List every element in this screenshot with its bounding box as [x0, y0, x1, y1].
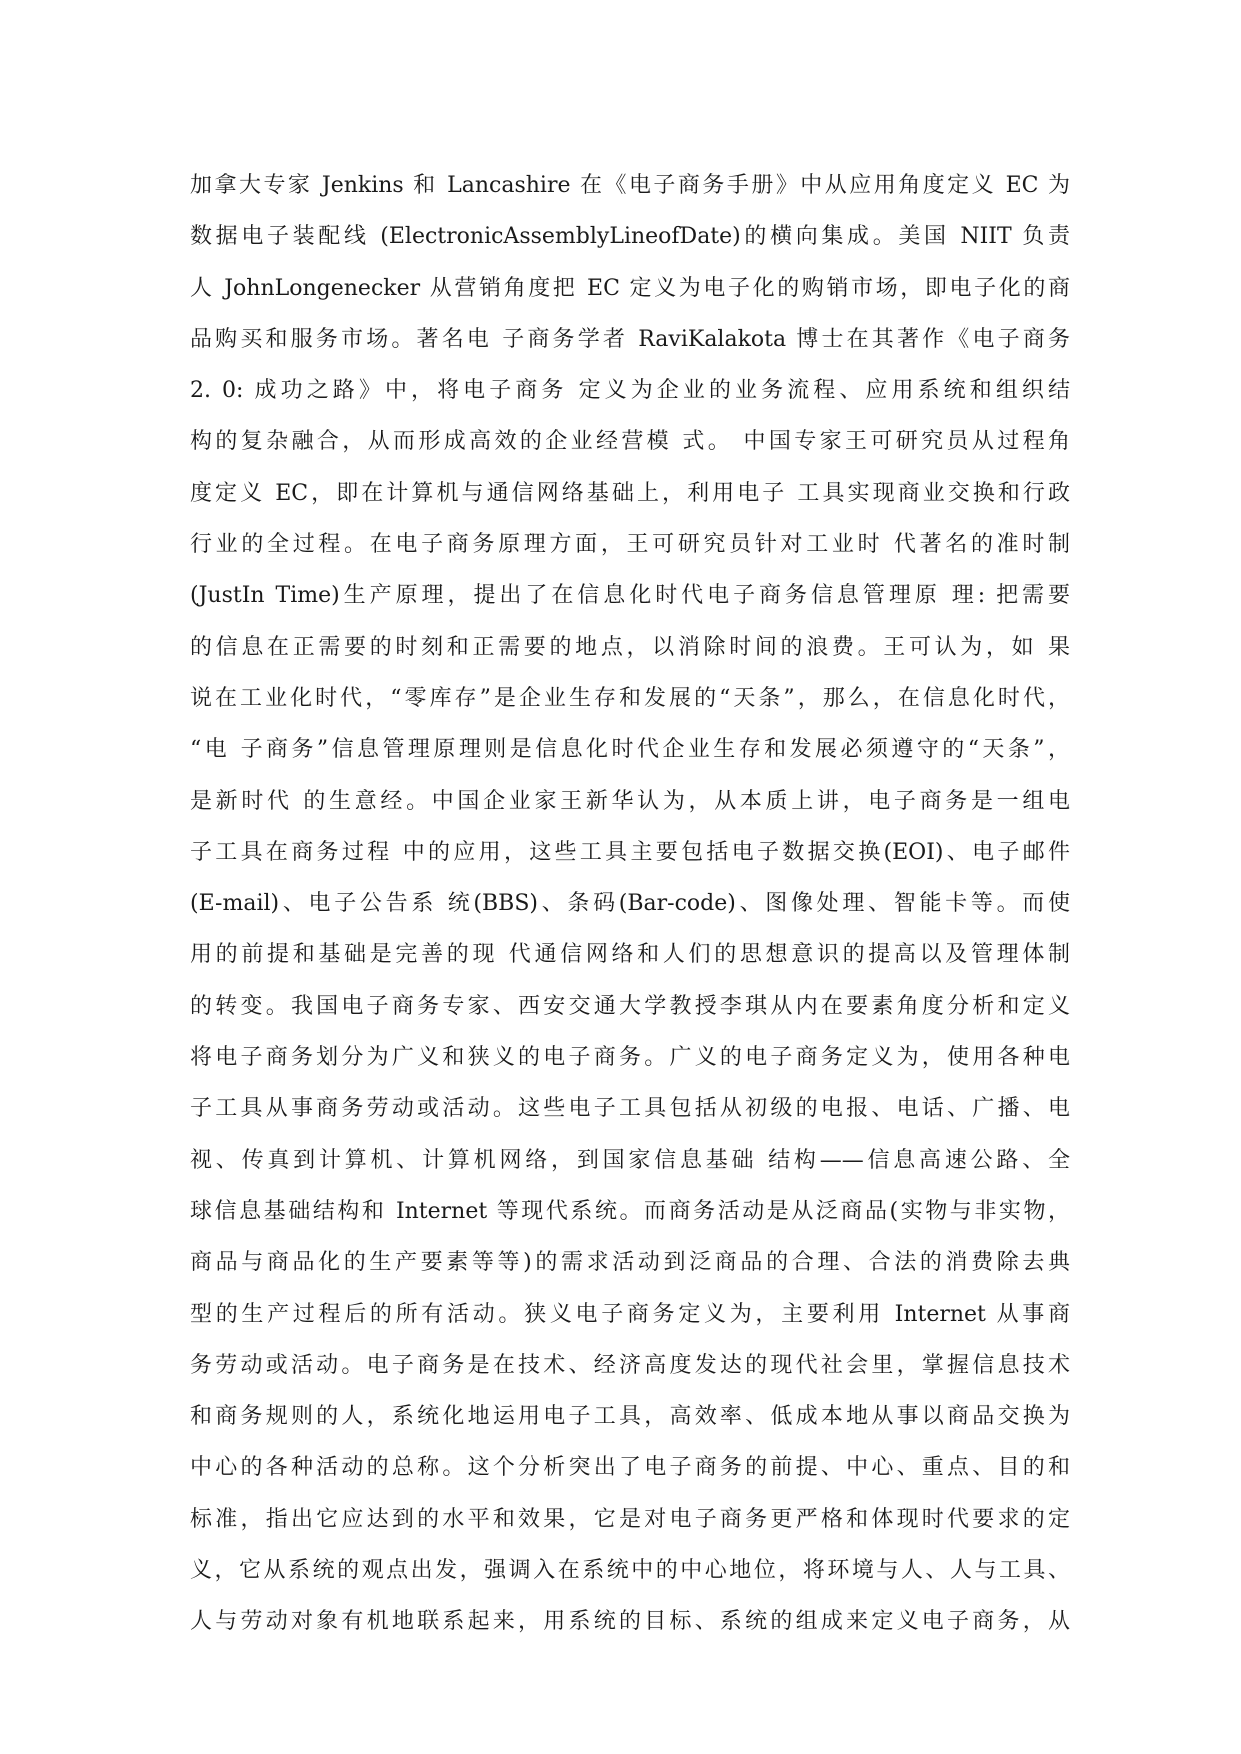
text-line: 说在工业化时代，“零库存”是企业生存和发展的“天条”，那么，在信息化时代，	[190, 685, 1070, 711]
text-line: 用的前提和基础是完善的现 代通信网络和人们的思想意识的提高以及管理体制	[190, 942, 1070, 968]
text-line: 子工具在商务过程 中的应用，这些工具主要包括电子数据交换(EOI)、电子邮件	[190, 839, 1070, 865]
body-text	[190, 160, 1070, 1648]
text-line: “电 子商务”信息管理原理则是信息化时代企业生存和发展必须遵守的“天条”，	[190, 737, 1070, 763]
text-line: 型的生产过程后的所有活动。狭义电子商务定义为，主要利用 Internet 从事商	[190, 1301, 1070, 1327]
text-line: 务劳动或活动。电子商务是在技术、经济高度发达的现代社会里，掌握信息技术	[190, 1352, 1070, 1378]
text-line: (E-mail)、电子公告系 统(BBS)、条码(Bar-code)、图像处理、智能卡等。而使	[190, 891, 1070, 917]
text-line: 行业的全过程。在电子商务原理方面，王可研究员针对工业时 代著名的准时制	[190, 532, 1070, 558]
text-line: 人 JohnLongenecker 从营销角度把 EC 定义为电子化的购销市场，即电子化的商	[190, 275, 1070, 301]
text-line: 将电子商务划分为广义和狭义的电子商务。广义的电子商务定义为，使用各种电	[190, 1045, 1070, 1071]
text-line: 子工具从事商务劳动或活动。这些电子工具包括从初级的电报、电话、广播、电	[190, 1096, 1070, 1122]
text-line: 2. 0: 成功之路》中，将电子商务 定义为企业的业务流程、应用系统和组织结	[190, 378, 1070, 404]
text-line: 义，它从系统的观点出发，强调入在系统中的中心地位，将环境与人、人与工具、	[190, 1558, 1070, 1584]
text-line: 人与劳动对象有机地联系起来，用系统的目标、系统的组成来定义电子商务，从	[190, 1609, 1070, 1635]
text-line: 商品与商品化的生产要素等等)的需求活动到泛商品的合理、合法的消费除去典	[190, 1250, 1070, 1276]
text-line: 度定义 EC，即在计算机与通信网络基础上，利用电子 工具实现商业交换和行政	[190, 480, 1070, 506]
text-line: 的信息在正需要的时刻和正需要的地点，以消除时间的浪费。王可认为，如 果	[190, 634, 1070, 660]
text-line: 品购买和服务市场。著名电 子商务学者 RaviKalakota 博士在其著作《电子商务	[190, 326, 1070, 352]
text-line: 构的复杂融合，从而形成高效的企业经营模 式。 中国专家王可研究员从过程角	[190, 429, 1070, 455]
text-line: 视、传真到计算机、计算机网络，到国家信息基础 结构——信息高速公路、全	[190, 1147, 1070, 1173]
text-line: 中心的各种活动的总称。这个分析突出了电子商务的前提、中心、重点、目的和	[190, 1455, 1070, 1481]
text-line: 球信息基础结构和 Internet 等现代系统。而商务活动是从泛商品(实物与非实物，	[190, 1198, 1070, 1224]
text-line: 数据电子装配线 (ElectronicAssemblyLineofDate)的横向集成。美国 NIIT 负责	[190, 224, 1070, 250]
text-line: 加拿大专家 Jenkins 和 Lancashire 在《电子商务手册》中从应用角度定义 EC 为	[190, 173, 1070, 198]
text-line: 的转变。我国电子商务专家、西安交通大学教授李琪从内在要素角度分析和定义	[190, 993, 1070, 1019]
text-line: 标准，指出它应达到的水平和效果，它是对电子商务更严格和体现时代要求的定	[190, 1506, 1070, 1532]
text-line: 和商务规则的人，系统化地运用电子工具，高效率、低成本地从事以商品交换为	[190, 1404, 1070, 1430]
text-line: 是新时代 的生意经。中国企业家王新华认为，从本质上讲，电子商务是一组电	[190, 788, 1070, 814]
text-line: (JustIn Time)生产原理，提出了在信息化时代电子商务信息管理原 理: 把需要	[190, 583, 1070, 609]
